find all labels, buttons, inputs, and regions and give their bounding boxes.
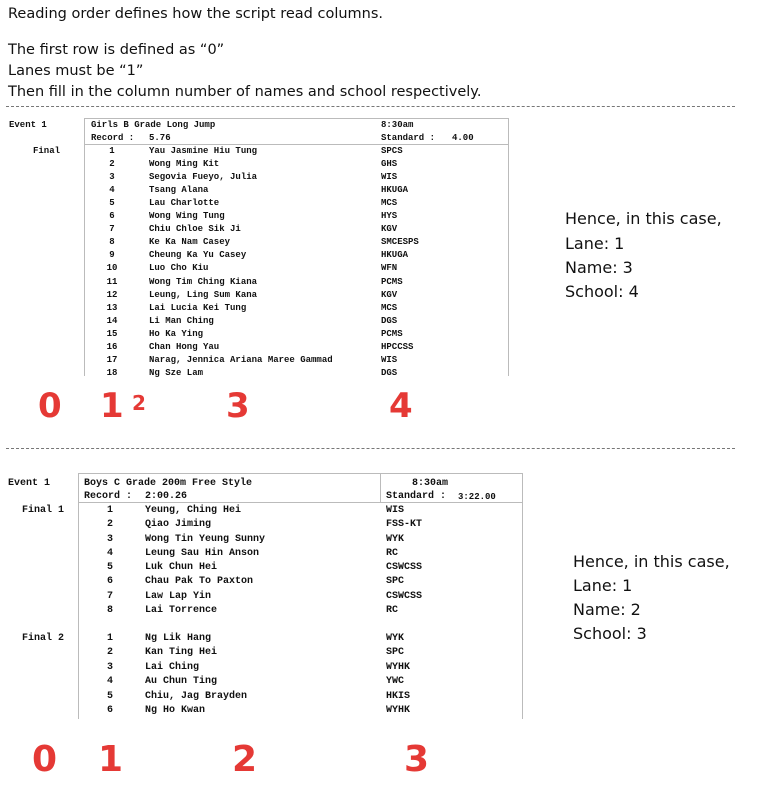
sheet-2-divider [380,473,381,503]
column-number: 2 [132,391,146,415]
school-cell: WIS [381,172,398,183]
sheet-2-border-top [78,473,522,474]
sheet-1-border-right [508,118,509,376]
name-cell: Wong Ming Kit [149,159,220,170]
school-cell: WYHK [386,705,411,716]
intro-line-3: Lanes must be “1” [8,63,144,79]
school-cell: DGS [381,367,398,378]
name-cell: Law Lap Yin [145,590,212,602]
name-cell: Lau Charlotte [149,198,220,209]
name-cell: Yeung, Ching Hei [145,505,242,516]
sheet-2-border-right [522,473,523,719]
lane-cell: 5 [109,198,115,209]
name-cell: Ng Lik Hang [145,633,212,644]
column-number: 3 [404,739,430,780]
school-cell: WFN [381,263,398,274]
name-cell: Ho Ka Ying [149,328,204,339]
lane-cell: 11 [106,276,118,287]
record-label: Record : [91,133,135,143]
name-cell: Chiu, Jag Brayden [145,690,248,702]
column-number: 1 [100,386,124,426]
final-1-label: Final 1 [22,505,65,516]
final-2-label: Final 2 [22,633,65,644]
school-cell: MCS [381,302,398,313]
standard-value: 3:22.00 [458,492,496,502]
school-cell: HYS [381,211,398,222]
name-cell: Luk Chun Hei [145,562,218,573]
explanation-name: Name: 2 [573,600,641,619]
school-cell: HKUGA [381,185,409,196]
explanation-lane: Lane: 1 [565,234,625,253]
lane-cell: 1 [106,633,113,644]
column-number: 4 [389,386,413,426]
name-cell: Narag, Jennica Ariana Maree Gammad [149,354,333,365]
lane-cell: 17 [106,354,118,365]
school-cell: KGV [381,289,398,300]
lane-cell: 2 [109,159,115,170]
school-cell: CSWCSS [386,562,423,573]
intro-line-2: The first row is defined as “0” [8,42,225,58]
name-cell: Qiao Jiming [145,519,212,531]
intro-line-1: Reading order defines how the script read columns. [8,6,384,22]
sheet-2-header-rule [78,502,522,503]
name-cell: Chan Hong Yau [149,341,220,352]
school-cell: KGV [381,224,398,235]
standard-label: Standard : [381,133,436,143]
lane-cell: 2 [106,519,113,531]
school-cell: SMCESPS [381,237,419,248]
school-cell: HKIS [386,690,411,702]
school-cell: FSS-KT [386,519,423,531]
sheet-2-border-left [78,473,79,719]
lane-cell: 5 [106,562,113,573]
lane-cell: 6 [106,705,113,716]
name-cell: Leung, Ling Sum Kana [149,289,258,300]
explanation-name: Name: 3 [565,258,633,277]
school-cell: YWC [386,676,405,688]
school-cell: MCS [381,198,398,209]
name-cell: Lai Ching [145,661,200,673]
school-cell: CSWCSS [386,590,423,602]
explanation-lane: Lane: 1 [573,576,633,595]
school-cell: WYK [386,633,405,644]
school-cell: RC [386,604,399,616]
lane-cell: 14 [106,315,118,326]
lane-cell: 1 [106,505,113,516]
explanation-school: School: 4 [565,282,639,301]
name-cell: Segovia Fueyo, Julia [149,172,258,183]
name-cell: Chiu Chloe Sik Ji [149,224,241,235]
record-value: 2:00.26 [145,491,188,502]
school-cell: PCMS [381,328,403,339]
school-cell: GHS [381,159,398,170]
name-cell: Kan Ting Hei [145,647,218,659]
name-cell: Ke Ka Nam Casey [149,237,231,248]
lane-cell: 7 [109,224,115,235]
sheet-1-border-left [84,118,85,376]
name-cell: Yau Jasmine Hiu Tung [149,146,258,156]
name-cell: Au Chun Ting [145,676,218,688]
record-label: Record : [84,491,133,502]
column-number: 1 [98,739,124,780]
name-cell: Cheung Ka Yu Casey [149,250,247,261]
lane-cell: 9 [109,250,115,261]
lane-cell: 8 [109,237,115,248]
lane-cell: 18 [106,367,118,378]
event-label: Event 1 [8,478,51,489]
lane-cell: 6 [109,211,115,222]
name-cell: Leung Sau Hin Anson [145,547,260,559]
school-cell: WYHK [386,661,411,673]
event-time: 8:30am [412,478,449,489]
name-cell: Luo Cho Kiu [149,263,209,274]
name-cell: Tsang Alana [149,185,209,196]
school-cell: DGS [381,315,398,326]
lane-cell: 4 [106,547,113,559]
school-cell: SPC [386,647,405,659]
event-label: Event 1 [9,120,47,130]
school-cell: RC [386,547,399,559]
standard-label: Standard : [386,491,447,502]
column-number: 3 [226,386,250,426]
school-cell: HKUGA [381,250,409,261]
explanation-school: School: 3 [573,624,647,643]
event-title: Boys C Grade 200m Free Style [84,478,253,489]
school-cell: WYK [386,533,405,545]
final-label: Final [33,146,61,156]
sheet-1-standard-rule [374,118,509,119]
column-number: 0 [32,739,58,780]
school-cell: PCMS [381,276,403,287]
lane-cell: 4 [106,676,113,688]
explanation-line: Hence, in this case, [573,552,730,571]
lane-cell: 12 [106,289,118,300]
name-cell: Lai Torrence [145,604,218,616]
school-cell: SPC [386,576,405,588]
lane-cell: 16 [106,341,118,352]
name-cell: Li Man Ching [149,315,214,326]
name-cell: Chau Pak To Paxton [145,576,254,588]
name-cell: Wong Tim Ching Kiana [149,276,258,287]
lane-cell: 5 [106,690,113,702]
school-cell: WIS [386,505,405,516]
name-cell: Lai Lucia Kei Tung [149,302,247,313]
lane-cell: 1 [109,146,115,156]
school-cell: WIS [381,354,398,365]
lane-cell: 3 [106,533,113,545]
name-cell: Ng Sze Lam [149,367,204,378]
intro-line-4: Then fill in the column number of names and school respectively. [8,84,482,100]
divider [6,106,735,107]
school-cell: SPCS [381,146,403,156]
sheet-1-header-rule [84,144,508,145]
lane-cell: 3 [109,172,115,183]
column-number: 2 [232,739,258,780]
event-title: Girls B Grade Long Jump [91,120,216,130]
lane-cell: 13 [106,302,118,313]
lane-cell: 10 [106,263,118,274]
lane-cell: 2 [106,647,113,659]
divider [6,448,735,449]
name-cell: Wong Wing Tung [149,211,225,222]
explanation-line: Hence, in this case, [565,209,722,228]
lane-cell: 8 [106,604,113,616]
name-cell: Ng Ho Kwan [145,705,206,716]
lane-cell: 4 [109,185,115,196]
school-cell: HPCCSS [381,341,414,352]
column-number: 0 [38,386,62,426]
name-cell: Wong Tin Yeung Sunny [145,533,266,545]
event-time: 8:30am [381,120,414,130]
lane-cell: 6 [106,576,113,588]
lane-cell: 7 [106,590,113,602]
record-value: 5.76 [149,133,171,143]
lane-cell: 15 [106,328,118,339]
lane-cell: 3 [106,661,113,673]
standard-value: 4.00 [452,133,474,143]
